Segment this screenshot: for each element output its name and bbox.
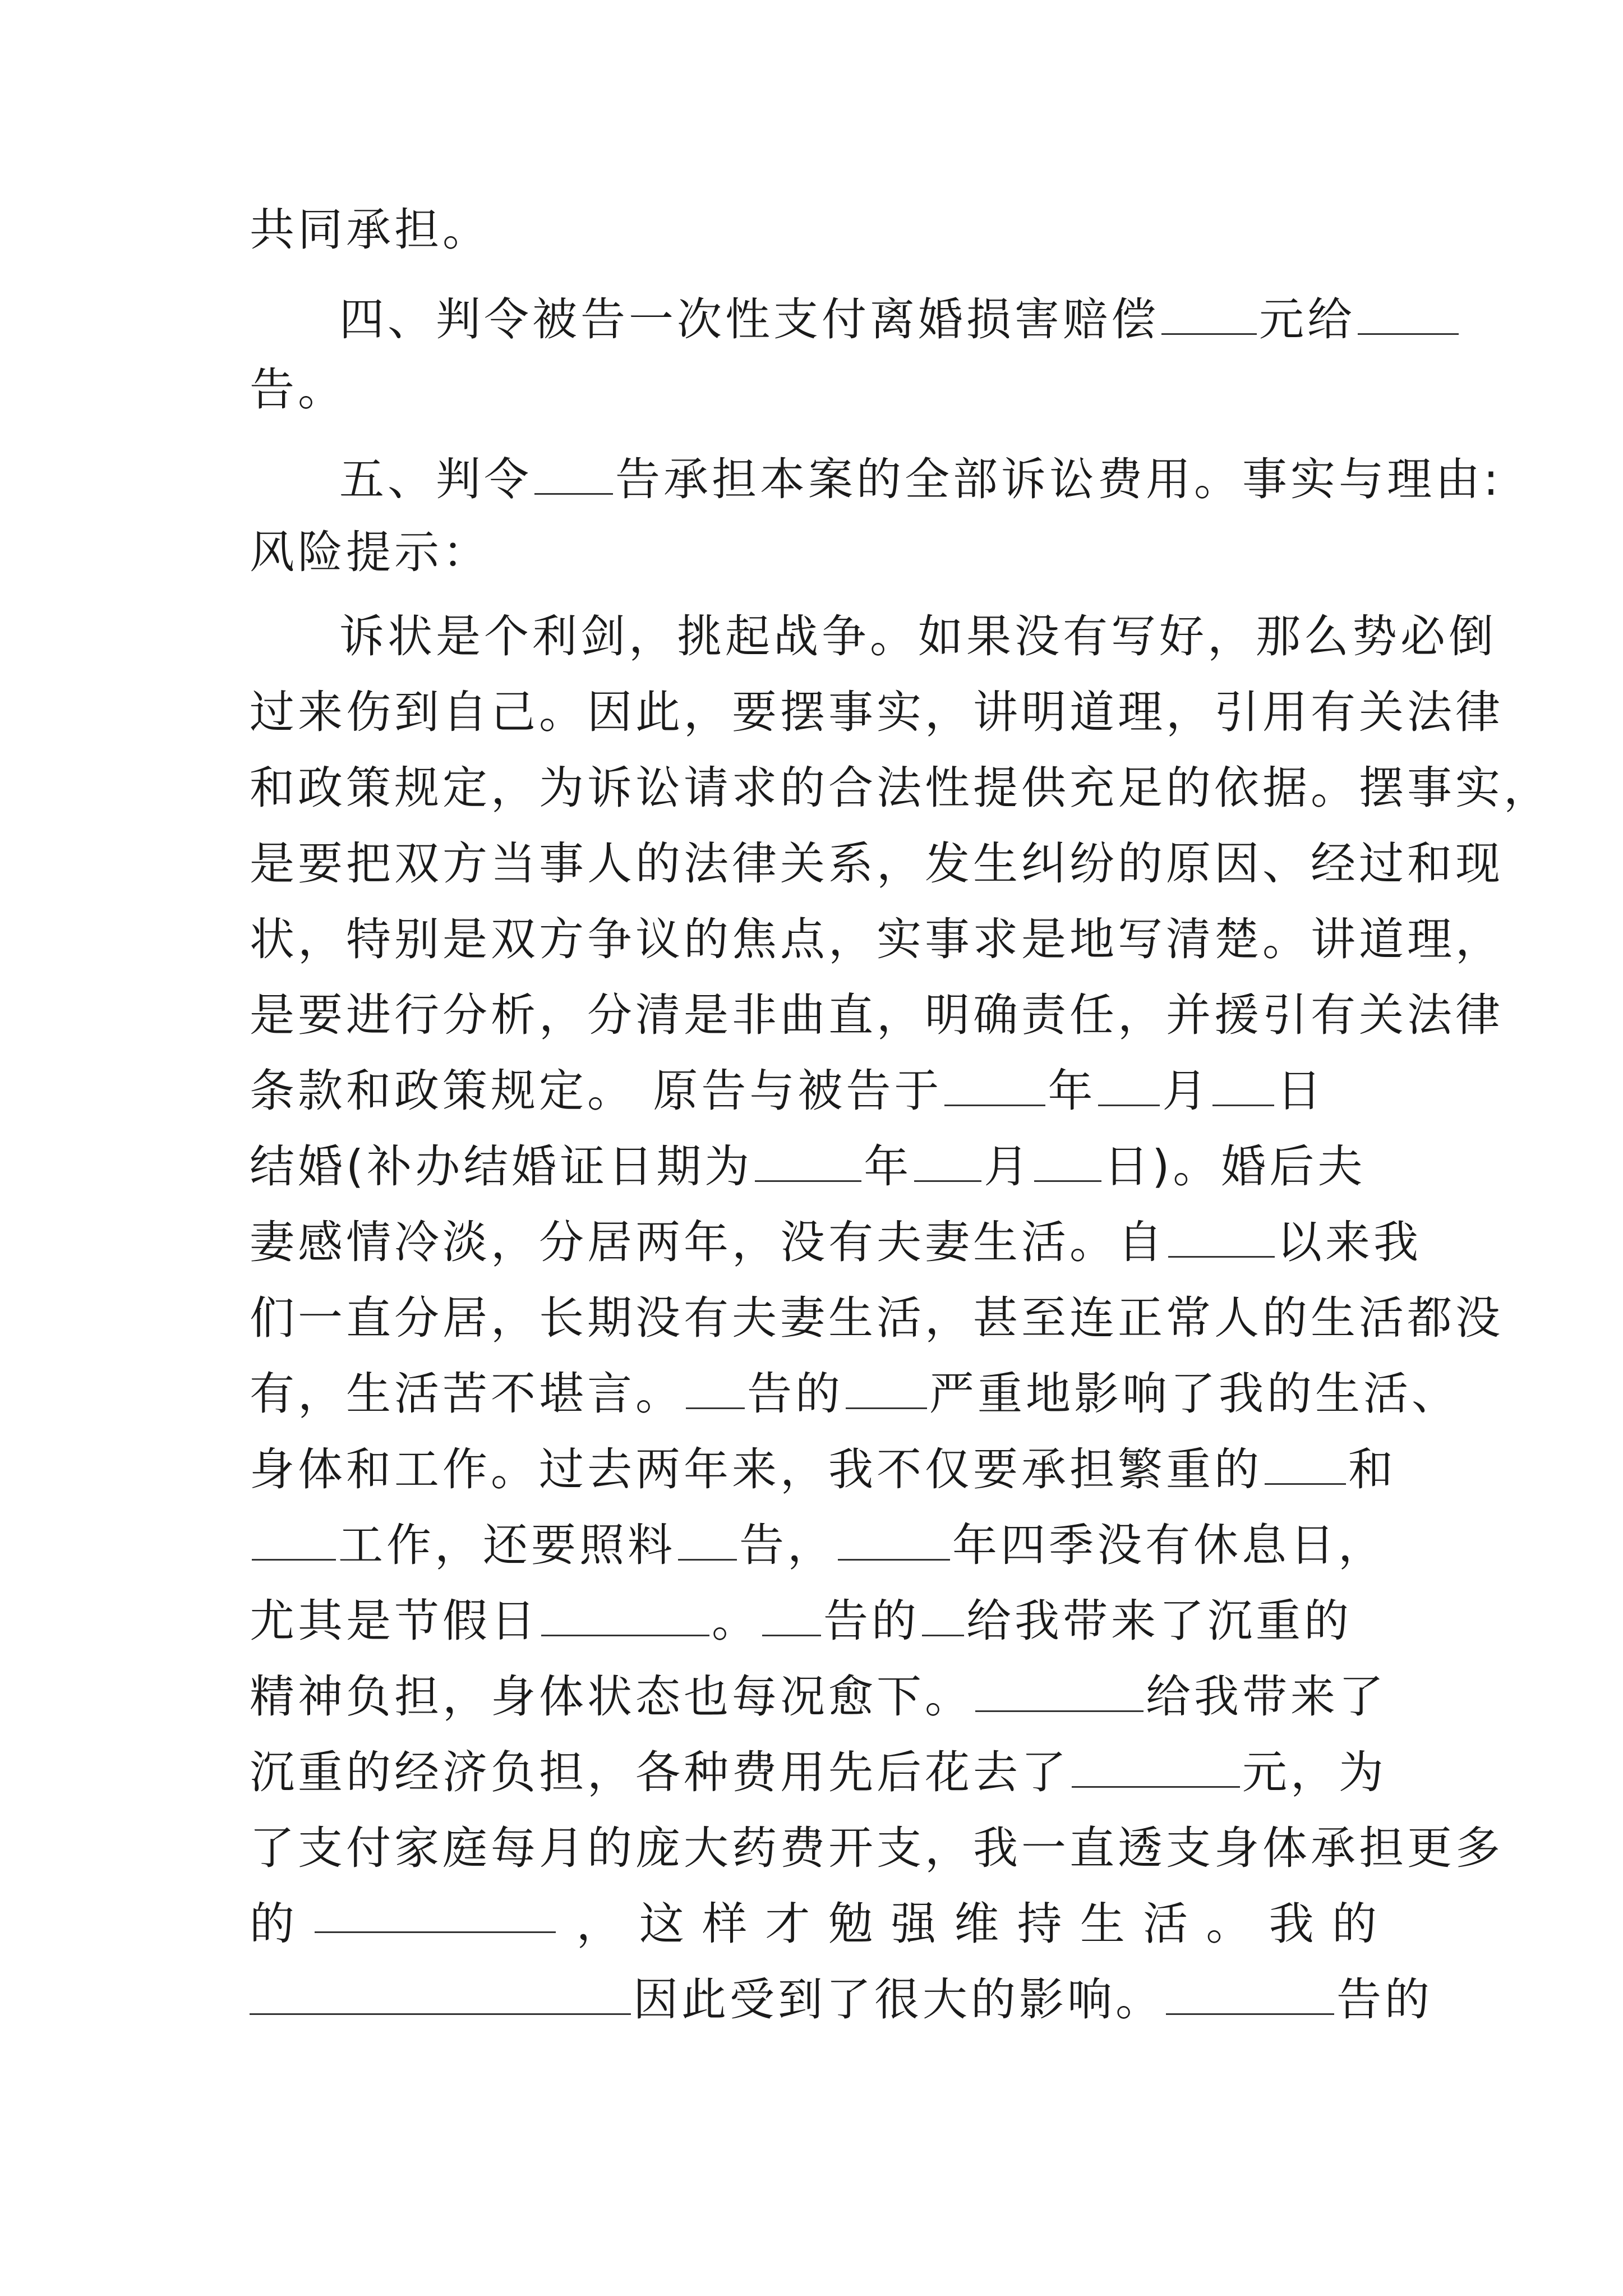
text-segment: 妻感情冷淡，分居两年，没有夫妻生活。自	[250, 1216, 1166, 1268]
fill-blank[interactable]	[755, 1137, 861, 1182]
fill-blank[interactable]	[838, 1515, 950, 1561]
text-segment: 强	[891, 1898, 936, 1950]
text-segment: 工作，还要照料	[338, 1519, 676, 1571]
text-segment: 的	[1331, 1898, 1377, 1950]
text-segment: 有，生活苦不堪言。	[250, 1368, 684, 1420]
text-line-24	[250, 1963, 1433, 2036]
text-line-9	[250, 827, 1504, 900]
fill-blank[interactable]	[252, 1515, 336, 1561]
text-segment: 。	[1206, 1898, 1251, 1950]
text-segment: 严重地影响了我的生活、	[929, 1368, 1460, 1420]
text-segment: 身体和工作。过去两年来，我不仅要承担繁重的	[250, 1443, 1262, 1496]
fill-blank[interactable]	[1265, 1439, 1346, 1485]
text-line-17	[250, 1433, 1396, 1506]
fill-blank[interactable]	[914, 1137, 981, 1182]
text-segment: 日)。婚后夫	[1104, 1140, 1366, 1193]
text-segment: 四、判令被告一次性支付离婚损害赔偿	[339, 293, 1159, 346]
text-segment: 过来伤到自己。因此，要摆事实，讲明道理，引用有关法律	[250, 686, 1504, 738]
fill-blank[interactable]	[975, 1667, 1144, 1712]
text-line-15	[250, 1282, 1504, 1355]
text-segment: 条款和政策规定。 原告与被告于	[250, 1065, 943, 1117]
fill-blank[interactable]	[541, 1591, 709, 1636]
text-line-7	[250, 676, 1504, 749]
text-line-14	[250, 1206, 1422, 1279]
text-segment: 状，特别是双方争议的焦点，实事求是地写清楚。讲道理，	[250, 913, 1504, 965]
text-line-13	[250, 1130, 1377, 1203]
text-line-20	[250, 1660, 1387, 1733]
text-line-3	[250, 353, 1377, 426]
text-segment: 风险提示：	[250, 526, 491, 578]
text-segment: 结婚(补办结婚证日期为	[250, 1140, 753, 1193]
fill-blank[interactable]	[1072, 1742, 1240, 1788]
text-segment: 告的	[1336, 1973, 1433, 2026]
text-line-19	[250, 1585, 1377, 1658]
fill-blank[interactable]	[944, 1061, 1045, 1106]
text-segment: 年四季没有休息日，	[952, 1519, 1386, 1571]
text-segment: 告，	[739, 1519, 836, 1571]
fill-blank[interactable]	[250, 1970, 631, 2015]
text-line-5	[250, 516, 1377, 589]
text-segment: 年	[1048, 1065, 1096, 1117]
text-segment: ，	[576, 1898, 621, 1950]
text-segment: 尤其是节假日	[250, 1595, 539, 1647]
text-line-21	[250, 1736, 1387, 1809]
text-line-23	[250, 1888, 1377, 1961]
text-segment: 我	[1269, 1898, 1314, 1950]
fill-blank[interactable]	[846, 1364, 927, 1409]
text-segment: 告承担本案的全部诉讼费用。事实与理由:	[615, 453, 1502, 505]
fill-blank[interactable]	[678, 1515, 737, 1561]
text-segment: 月	[1162, 1065, 1211, 1117]
text-line-12	[250, 1055, 1377, 1128]
text-segment: 诉状是个利剑，挑起战争。如果没有写好，那么势必倒	[339, 610, 1497, 662]
text-line-22	[250, 1812, 1504, 1885]
text-segment: 勉	[828, 1898, 873, 1950]
fill-blank[interactable]	[1161, 289, 1257, 335]
fill-blank[interactable]	[1212, 1061, 1274, 1106]
text-segment: 日	[1276, 1065, 1325, 1117]
text-segment: 和	[1348, 1443, 1396, 1496]
text-segment: 以来我	[1277, 1216, 1422, 1268]
text-segment: 月	[984, 1140, 1032, 1193]
text-segment: 样	[702, 1898, 748, 1950]
text-segment: 年	[864, 1140, 912, 1193]
text-line-11	[250, 979, 1504, 1052]
text-segment: 沉重的经济负担，各种费用先后花去了	[250, 1746, 1069, 1798]
fill-blank[interactable]	[686, 1364, 745, 1409]
text-segment: 这	[639, 1898, 684, 1950]
text-segment: 才	[765, 1898, 810, 1950]
text-line-18	[250, 1509, 1386, 1582]
fill-blank[interactable]	[1166, 1970, 1334, 2015]
text-segment: 生	[1080, 1898, 1125, 1950]
text-segment: 精神负担，身体状态也每况愈下。	[250, 1671, 973, 1723]
text-segment: 因此受到了很大的影响。	[633, 1973, 1164, 2026]
text-segment: 是要把双方当事人的法律关系，发生纠纷的原因、经过和现	[250, 838, 1504, 890]
text-segment: 元，为	[1242, 1746, 1387, 1798]
text-segment: 告。	[250, 364, 346, 416]
fill-blank[interactable]	[1168, 1212, 1275, 1258]
fill-blank[interactable]	[922, 1591, 964, 1636]
text-segment: 给我带来了沉重的	[966, 1595, 1352, 1647]
text-line-10	[250, 903, 1504, 976]
text-line-4	[339, 443, 1502, 516]
text-segment: 。	[712, 1595, 760, 1647]
text-segment: 的	[250, 1898, 294, 1950]
text-segment: 共同承担。	[250, 204, 491, 256]
text-segment: 维	[954, 1898, 999, 1950]
text-line-1	[250, 194, 1377, 266]
text-line-2	[339, 283, 1377, 356]
text-segment: 持	[1017, 1898, 1062, 1950]
text-segment: 活	[1143, 1898, 1188, 1950]
text-segment: 五、判令	[339, 453, 532, 505]
text-line-8	[250, 752, 1552, 825]
text-segment: 告的	[747, 1368, 843, 1420]
text-segment: 了支付家庭每月的庞大药费开支，我一直透支身体承担更多	[250, 1822, 1504, 1874]
text-line-16	[250, 1358, 1460, 1430]
fill-blank[interactable]	[1358, 289, 1459, 335]
text-segment: 给我带来了	[1146, 1671, 1387, 1723]
text-segment: 告的	[823, 1595, 920, 1647]
fill-blank[interactable]	[1034, 1137, 1101, 1182]
fill-blank[interactable]	[315, 1888, 556, 1933]
text-segment: 是要进行分析，分清是非曲直，明确责任，并援引有关法律	[250, 989, 1504, 1041]
fill-blank[interactable]	[534, 449, 613, 495]
text-segment: 元给	[1259, 293, 1355, 346]
text-segment: 们一直分居，长期没有夫妻生活，甚至连正常人的生活都没	[250, 1292, 1504, 1344]
fill-blank[interactable]	[762, 1591, 821, 1636]
text-line-6	[339, 600, 1497, 673]
fill-blank[interactable]	[1098, 1061, 1160, 1106]
text-segment: 和政策规定，为诉讼请求的合法性提供充足的依据。摆事实，	[250, 762, 1552, 814]
